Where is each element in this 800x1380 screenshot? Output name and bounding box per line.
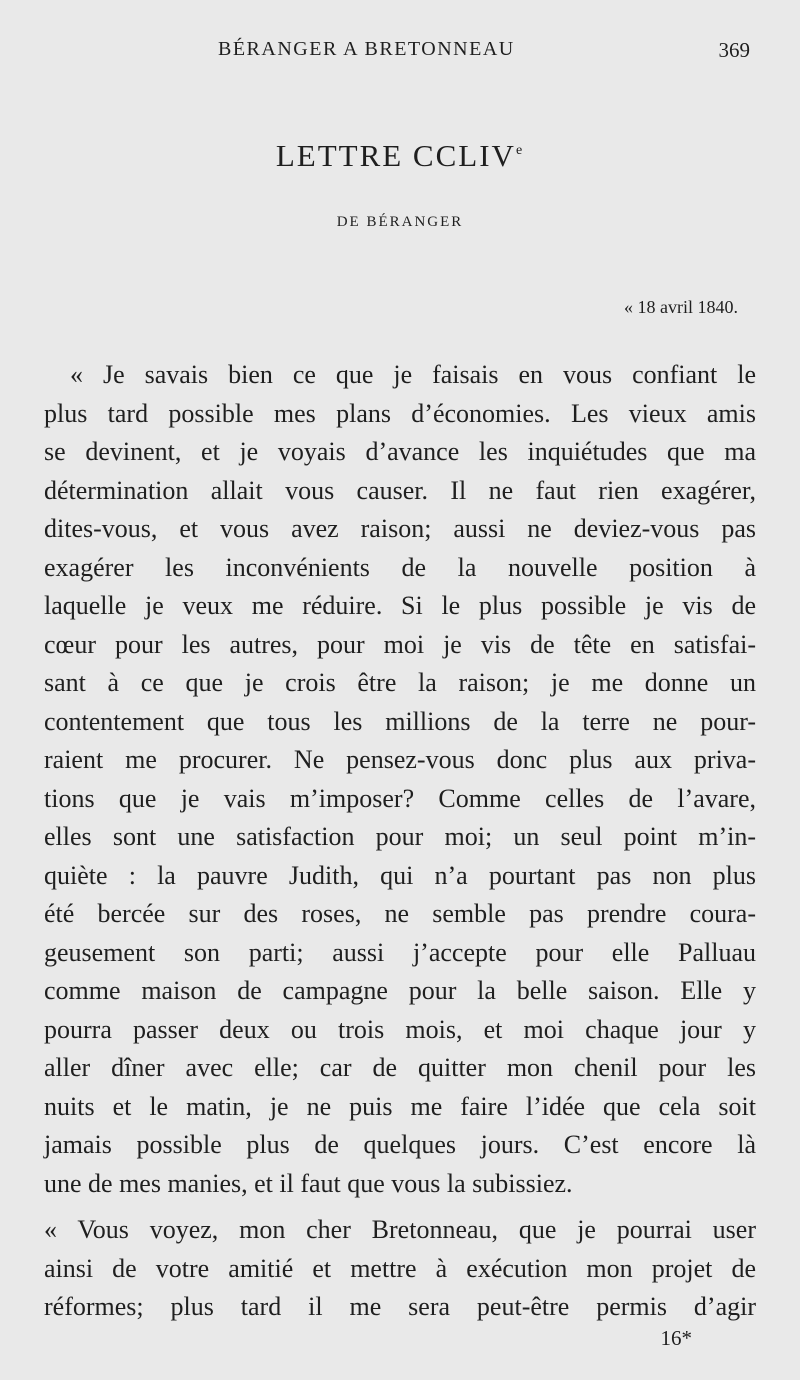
text-line: ainsi de votre amitié et mettre à exécution mon projet de <box>44 1253 756 1283</box>
letter-author: DE BÉRANGER <box>336 214 464 230</box>
text-line: elles sont une satisfaction pour moi; un seul point m’in- <box>44 822 756 851</box>
letter-date: « 18 avril 1840. <box>624 297 738 317</box>
paragraph-gap <box>44 1203 756 1211</box>
text-line: une de mes manies, et il faut que vous la subissiez. <box>44 1168 573 1198</box>
text-line: contentement que tous les millions de la terre ne pour- <box>44 706 756 736</box>
text-line: plus tard possible mes plans d’économies. Les vieux amis <box>44 398 756 428</box>
paragraph-1 <box>44 356 756 1203</box>
text-line: laquelle je veux me réduire. Si le plus possible je vis de <box>44 591 756 620</box>
letter-title-superscript: e <box>515 143 525 158</box>
text-line: réformes; plus tard il me sera peut-être permis d’agir <box>44 1292 756 1321</box>
text-line: comme maison de campagne pour la belle saison. Elle y <box>44 976 756 1005</box>
text-line: se devinent, et je voyais d’avance les inquiétudes que ma <box>44 437 756 466</box>
letter-body <box>44 356 756 1327</box>
text-line: « Vous voyez, mon cher Bretonneau, que je pourrai user <box>44 1215 756 1244</box>
text-line: raient me procurer. Ne pensez-vous donc plus aux priva- <box>44 745 756 774</box>
running-head <box>0 38 800 68</box>
text-line: exagérer les inconvénients de la nouvelle position à <box>44 552 756 582</box>
text-line: « Je savais bien ce que je faisais en vous confiant le <box>70 360 756 389</box>
letter-title <box>0 138 800 174</box>
text-line: tions que je vais m’imposer? Comme celles de l’avare, <box>44 783 756 813</box>
text-line: quiète : la pauvre Judith, qui n’a pourtant pas non plus <box>44 860 756 890</box>
text-line: dites-vous, et vous avez raison; aussi ne deviez-vous pas <box>44 514 756 543</box>
signature-mark: 16* <box>660 1326 692 1350</box>
page-number: 369 <box>718 38 750 62</box>
text-line: sant à ce que je crois être la raison; je me donne un <box>44 668 756 697</box>
text-line: détermination allait vous causer. Il ne faut rien exagérer, <box>44 475 756 505</box>
letter-title-text: LETTRE CCLIV <box>275 138 516 173</box>
paragraph-2 <box>44 1211 756 1327</box>
text-line: jamais possible plus de quelques jours. C’est encore là <box>44 1130 756 1159</box>
text-line: pourra passer deux ou trois mois, et moi chaque jour y <box>44 1014 756 1044</box>
running-title: BÉRANGER A BRETONNEAU <box>218 38 515 60</box>
text-line: geusement son parti; aussi j’accepte pour elle Palluau <box>44 937 756 967</box>
text-line: été bercée sur des roses, ne semble pas prendre coura- <box>44 899 756 928</box>
text-line: nuits et le matin, je ne puis me faire l’idée que cela soit <box>44 1091 756 1121</box>
text-line: cœur pour les autres, pour moi je vis de tête en satisfai- <box>44 629 756 659</box>
text-line: aller dîner avec elle; car de quitter mon chenil pour les <box>44 1053 756 1082</box>
